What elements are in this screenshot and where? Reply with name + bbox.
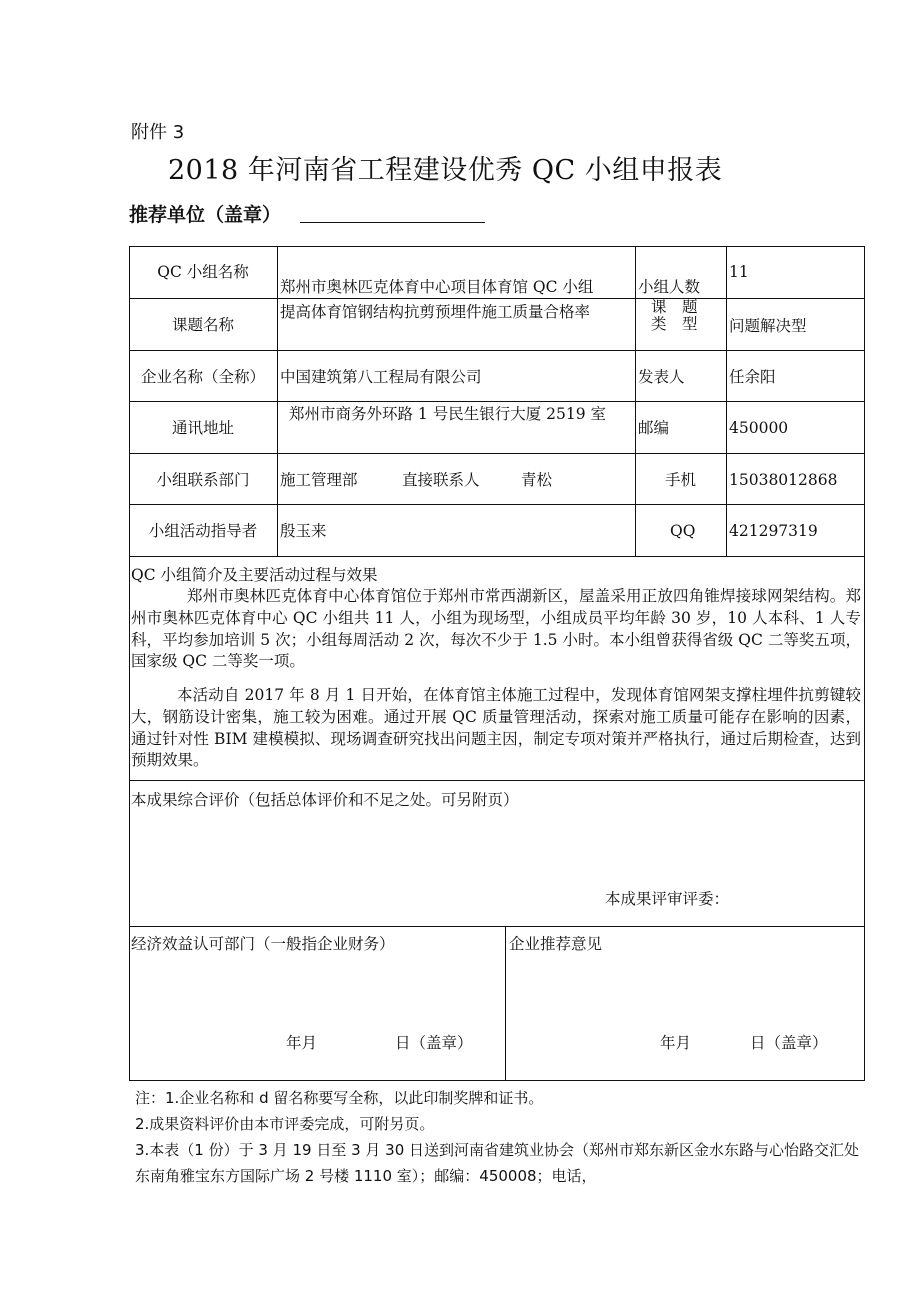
topic-value: 提高体育馆钢结构抗剪预埋件施工质量合格率 [280, 303, 591, 321]
recommend-unit-label: 推荐单位（盖章） [129, 204, 282, 226]
table-border-right [864, 246, 865, 1080]
intro-paragraph-1: 郑州市奥林匹克体育中心体育馆位于郑州市常西湖新区，屋盖采用正放四角锥焊接球网架结构。郑州市奥林匹克体育中心 QC 小组共 11 人，小组为现场型，小组成员平均年龄 30 岁，10 人本科、1 人专科，平均参加培训 5 次；小组每周活动 2 次，每次不少于 1.5 小时。本小组曾获得省级 QC 二等奖五项，国家级 QC 二等奖一项。 [131, 587, 861, 671]
intro-heading: QC 小组简介及主要活动过程与效果 [131, 566, 378, 584]
row-divider [129, 556, 865, 557]
table-border-top [129, 246, 865, 247]
advisor-value: 殷玉来 [280, 522, 327, 540]
advisor-label: 小组活动指导者 [148, 522, 258, 540]
row-divider [129, 401, 865, 402]
economic-year-month: 年月 [286, 1034, 318, 1052]
company-value: 中国建筑第八工程局有限公司 [280, 368, 482, 386]
qq-value: 421297319 [729, 522, 818, 540]
topic-type-label-1: 课 题 [651, 298, 698, 316]
member-count-label: 小组人数 [638, 278, 701, 296]
column-divider [505, 926, 506, 1080]
postcode-value: 450000 [729, 419, 789, 437]
phone-value: 15038012868 [729, 471, 838, 489]
dept-label: 小组联系部门 [156, 471, 250, 489]
dept-value: 施工管理部 [280, 471, 358, 489]
row-divider [129, 350, 865, 351]
note-line: 注：1.企业名称和 d 留名称要写全称，以此印制奖牌和证书。 [135, 1089, 544, 1107]
company-label: 企业名称（全称） [140, 368, 265, 386]
topic-label: 课题名称 [171, 316, 234, 334]
row-divider [129, 453, 865, 454]
column-divider [277, 246, 278, 556]
economic-day-seal: 日（盖章） [395, 1034, 473, 1052]
page-title: 2018 年河南省工程建设优秀 QC 小组申报表 [168, 155, 723, 186]
recommendation-heading: 企业推荐意见 [509, 935, 603, 953]
qq-label: QQ [670, 522, 696, 540]
address-label: 通讯地址 [171, 419, 234, 437]
contact-value: 青松 [521, 471, 553, 489]
member-count-value: 11 [729, 263, 749, 281]
notes-block [135, 1085, 870, 1189]
economic-heading: 经济效益认可部门（一般指企业财务） [131, 935, 395, 953]
recommend-unit-underline [300, 222, 485, 223]
row-divider [129, 926, 865, 927]
recommendation-year-month: 年月 [660, 1034, 692, 1052]
row-divider [129, 298, 865, 299]
phone-label: 手机 [665, 471, 697, 489]
note-line: 2.成果资料评价由本市评委完成，可附另页。 [135, 1115, 435, 1133]
postcode-label: 邮编 [638, 419, 670, 437]
contact-label: 直接联系人 [402, 471, 480, 489]
column-divider [635, 246, 636, 556]
intro-paragraph-2: 本活动自 2017 年 8 月 1 日开始，在体育馆主体施工过程中，发现体育馆网架支撑柱埋件抗剪键较大，钢筋设计密集，施工较为困难。通过开展 QC 质量管理活动，探索对施工质量可能存在影响的因素，通过针对性 BIM 建模模拟、现场调查研究找出问题主因，制定专项对策并严格执行，通过后期检查，达到预期效果。 [131, 686, 861, 770]
row-divider [129, 504, 865, 505]
column-divider [726, 246, 727, 556]
address-value: 郑州市商务外环路 1 号民生银行大厦 2519 室 [289, 405, 607, 423]
evaluation-heading: 本成果综合评价（包括总体评价和不足之处。可另附页） [131, 791, 519, 809]
topic-type-value: 问题解决型 [729, 317, 807, 335]
topic-type-label-2: 类 型 [651, 315, 698, 333]
group-name-label: QC 小组名称 [157, 263, 249, 281]
note-line: 3.本表（1 份）于 3 月 19 日至 3 月 30 日送到河南省建筑业协会（郑州市郑东新区金水东路与心怡路交汇处 [135, 1141, 860, 1159]
group-name-value: 郑州市奥林匹克体育中心项目体育馆 QC 小组 [280, 278, 594, 296]
row-divider [129, 780, 865, 781]
reviewer-label: 本成果评审评委： [605, 890, 730, 908]
application-form-table [129, 246, 865, 1081]
presenter-label: 发表人 [638, 368, 685, 386]
recommendation-day-seal: 日（盖章） [750, 1034, 828, 1052]
table-border-bottom [129, 1080, 865, 1081]
presenter-value: 任余阳 [729, 368, 776, 386]
note-line: 东南角雅宝东方国际广场 2 号楼 1110 室）；邮编：450008；电话， [135, 1167, 597, 1185]
attachment-label: 附件 3 [131, 122, 185, 143]
